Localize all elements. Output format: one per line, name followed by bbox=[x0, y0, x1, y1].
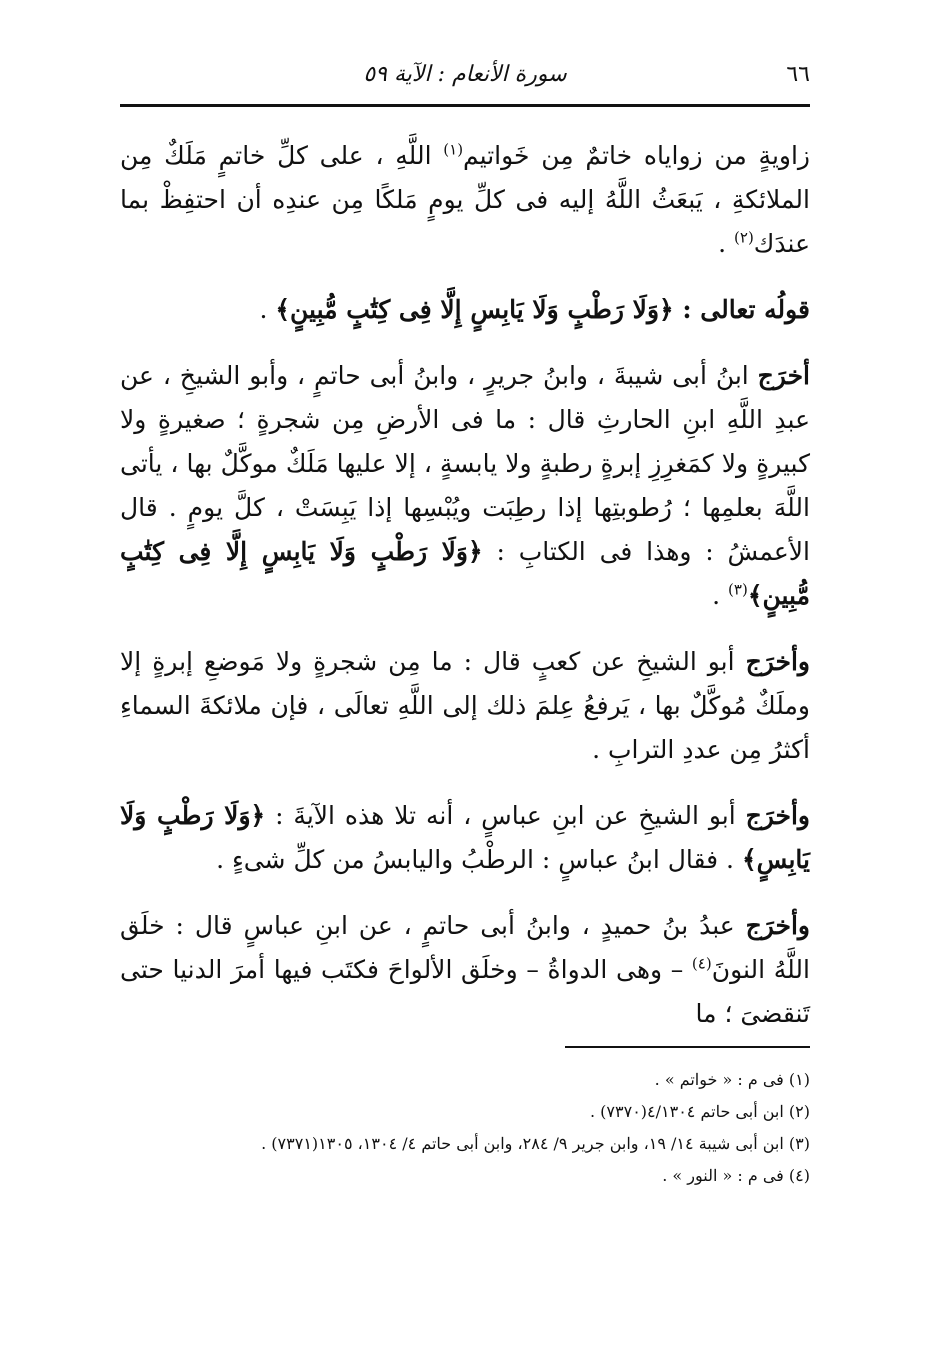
paragraph-text: أبو الشيخِ عن ابنِ عباسٍ ، أنه تلا هذه الآيةَ : bbox=[265, 801, 746, 830]
page-number: ٦٦ bbox=[786, 62, 810, 87]
page-header bbox=[120, 58, 810, 98]
quran-verse: ﴿وَلَا رَطْبٍ وَلَا يَابِسٍ﴾ bbox=[120, 801, 810, 874]
footnotes-rule bbox=[565, 1046, 810, 1048]
paragraph-text: ابنُ أبى شيبةَ ، وابنُ جريرٍ ، وابنُ أبى حاتمٍ ، وأبو الشيخِ ، عن عبدِ اللَّهِ ابنِ الحارثِ قال : ما فى الأرضِ مِن شجرةٍ ؛ صغيرةٍ ولا كبيرةٍ ولا كمَغرِزِ إبرةٍ رطبةٍ ولا يابسةٍ ، إلا عليها مَلَكٌ موكَّلٌ بها ، يأتى اللَّهَ بعلمِها ؛ رُطوبتِها إذا رطِبَت ويُبْسِها إذا يَبِسَتْ ، كلَّ يومٍ . قال الأعمشُ : وهذا فى الكتابِ : bbox=[120, 361, 810, 566]
footnote-marker: (٣) bbox=[728, 580, 748, 599]
narration-lead: وأخرَج bbox=[745, 911, 810, 940]
quran-verse: ﴿وَلَا رَطْبٍ وَلَا يَابِسٍ إِلَّا فِى كِتَٰبٍ مُّبِينٍ﴾ bbox=[120, 537, 810, 610]
quran-verse: ﴿وَلَا رَطْبٍ وَلَا يَابِسٍ إِلَّا فِى كِتَٰبٍ مُّبِينٍ﴾ bbox=[275, 295, 674, 324]
paragraph-text: . bbox=[712, 581, 729, 610]
main-text bbox=[120, 134, 810, 1058]
paragraph-text: اللَّهِ ، على كلِّ خاتمٍ مَلَكٌ مِن الملائكةِ ، يَبعَثُ اللَّهُ إليه فى كلِّ يومٍ مَلكًا مِن عندِه أن احتفِظْ بما عندَك bbox=[120, 141, 810, 258]
narration-lead: وأخرَج bbox=[745, 647, 810, 676]
running-title: سورة الأنعام : الآية ٥٩ bbox=[363, 62, 567, 87]
footnote: (٣) ابن أبى شيبة ١٤/ ١٩، وابن جرير ٩/ ٢٨٤، وابن أبى حاتم ٤/ ١٣٠٤، ١٣٠٥(٧٣٧١) . bbox=[261, 1134, 810, 1153]
heading-lead: قولُه تعالى : bbox=[673, 295, 810, 324]
footnote: (٢) ابن أبى حاتم ٤/١٣٠٤(٧٣٧٠) . bbox=[589, 1102, 810, 1121]
footnote-marker: (٤) bbox=[691, 954, 712, 973]
narration-lead: أخرَج bbox=[757, 361, 810, 390]
paragraph bbox=[120, 134, 810, 266]
footnotes bbox=[110, 1064, 810, 1192]
paragraph-text: – وهى الدواةُ – وخلَق الألواحَ فكتَب فيها أمرَ الدنيا حتى تَنقضىَ ؛ ما bbox=[120, 955, 810, 1028]
paragraph-text: . فقال ابنُ عباسٍ : الرطْبُ واليابسُ من كلِّ شىءٍ . bbox=[216, 845, 742, 874]
narration-lead: وأخرَج bbox=[745, 801, 810, 830]
verse-heading bbox=[120, 288, 810, 332]
paragraph bbox=[120, 354, 810, 618]
header-rule bbox=[120, 104, 810, 107]
paragraph-text: . bbox=[718, 229, 735, 258]
paragraph bbox=[120, 904, 810, 1036]
footnote-marker: (٢) bbox=[734, 228, 754, 247]
footnote: (٤) فى م : « النور » . bbox=[662, 1166, 810, 1185]
paragraph-text: . bbox=[259, 295, 276, 324]
footnote-marker: (١) bbox=[443, 140, 464, 159]
paragraph bbox=[120, 794, 810, 882]
paragraph bbox=[120, 640, 810, 772]
footnote: (١) فى م : « خواتم » . bbox=[654, 1070, 810, 1089]
paragraph-text: زاويةٍ من زواياه خاتمٌ مِن خَواتيم bbox=[463, 141, 810, 170]
paragraph-text: أبو الشيخِ عن كعبٍ قال : ما مِن شجرةٍ ولا مَوضعِ إبرةٍ إلا وملَكٌ مُوكَّلٌ بها ، يَرفعُ عِلمَ ذلك إلى اللَّهِ تعالَى ، فإن ملائكةَ السماءِ أكثرُ مِن عددِ الترابِ . bbox=[120, 647, 810, 764]
paragraph-text: عبدُ بنُ حميدٍ ، وابنُ أبى حاتمٍ ، عن ابنِ عباسٍ قال : خلَق اللَّهُ النونَ bbox=[120, 911, 810, 984]
